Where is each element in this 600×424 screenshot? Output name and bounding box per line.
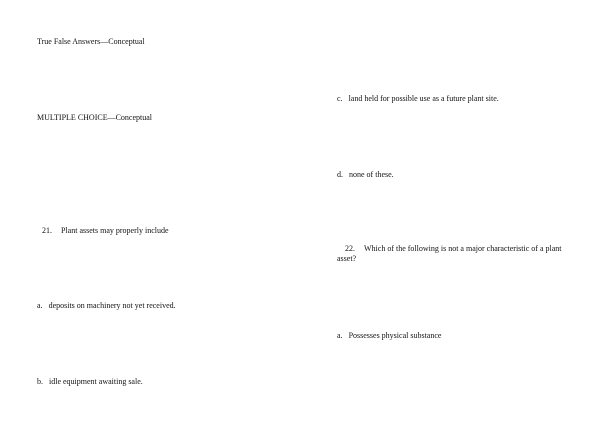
question-21 — [42, 226, 169, 236]
option-21b-letter: b. — [37, 377, 43, 386]
option-21d-text: none of these. — [349, 170, 394, 179]
heading-true-false: True False Answers—Conceptual — [37, 37, 145, 46]
option-21d-letter: d. — [337, 170, 343, 179]
question-21-stem: Plant assets may properly include — [61, 226, 169, 235]
option-21b-text: idle equipment awaiting sale. — [49, 377, 143, 386]
option-22a-letter: a. — [337, 331, 343, 340]
option-22a — [337, 331, 441, 341]
option-21a — [37, 301, 176, 311]
question-22 — [337, 244, 569, 264]
question-22-stem: Which of the following is not a major characteristic of a plant asset? — [337, 244, 562, 263]
option-21d — [337, 170, 394, 180]
option-21a-letter: a. — [37, 301, 43, 310]
option-21a-text: deposits on machinery not yet received. — [48, 301, 176, 310]
heading-multiple-choice: MULTIPLE CHOICE—Conceptual — [37, 113, 153, 122]
option-21c — [337, 94, 499, 104]
question-21-number: 21. — [42, 226, 52, 235]
question-22-number: 22. — [345, 244, 355, 253]
option-21b — [37, 377, 143, 387]
option-21c-text: land held for possible use as a future plant site. — [348, 94, 499, 103]
option-21c-letter: c. — [337, 94, 343, 103]
option-22a-text: Possesses physical substance — [348, 331, 442, 340]
